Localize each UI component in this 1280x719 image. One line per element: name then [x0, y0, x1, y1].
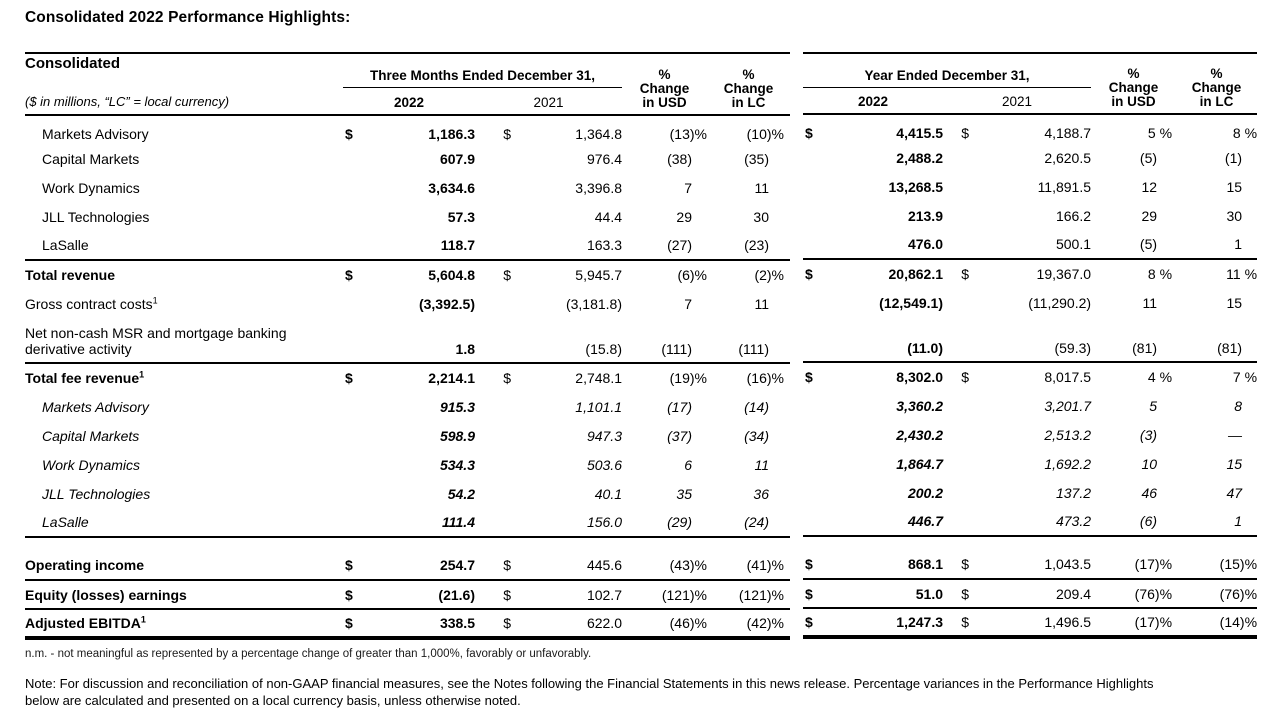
row-label: Net non-cash MSR and mortgage banking derivative activity: [25, 318, 343, 363]
pct-change-lc: 1: [1176, 230, 1257, 259]
pct-change-lc: (81): [1176, 317, 1257, 362]
currency-symbol: $: [475, 580, 515, 609]
value-2022: 915.3: [439, 398, 475, 415]
currency-symbol: [475, 231, 515, 260]
currency-symbol: [803, 391, 815, 420]
value-2021: 3,201.7: [1044, 397, 1092, 414]
pct-change-lc: (41)%: [707, 551, 790, 580]
table-row: [25, 173, 790, 202]
pct-change-usd: 46: [1141, 484, 1158, 501]
currency-symbol: $: [503, 615, 511, 631]
table-row: [803, 478, 1257, 507]
table-row: [25, 363, 790, 392]
pct-change-usd: 8 %: [1147, 266, 1173, 282]
currency-symbol: $: [503, 126, 511, 142]
row-label: Adjusted EBITDA$^1$: [25, 614, 146, 631]
pct-change-usd: 35: [676, 485, 692, 502]
pct-change-lc: (34): [744, 427, 769, 444]
pct-change-lc: 15: [1226, 294, 1243, 311]
row-label: Capital Markets: [42, 427, 140, 444]
currency-symbol: [803, 172, 815, 201]
pct-change-usd: 7: [684, 295, 692, 312]
table-row: [25, 450, 790, 479]
currency-symbol: $: [805, 125, 813, 141]
pct-change-lc-header: % Change in LC: [1176, 53, 1257, 114]
row-label: Operating income: [25, 551, 343, 580]
table-row: [803, 507, 1257, 536]
pct-change-usd: (121)%: [622, 580, 707, 609]
currency-symbol: [475, 202, 515, 231]
pct-change-lc: 11 %: [1226, 266, 1258, 282]
currency-symbol: $: [943, 579, 973, 608]
pct-change-lc: (10)%: [746, 126, 784, 142]
pct-change-usd: (6)%: [677, 267, 707, 283]
pct-change-lc: (23): [707, 231, 790, 260]
currency-symbol: [475, 479, 515, 508]
three-months-tbody: [25, 115, 790, 638]
year-2022-header: 2022: [803, 87, 943, 114]
nm-footnote: n.m. - not meaningful as represented by a percentage change of greater than 1,000%, favorably or unfavorably.: [25, 648, 592, 660]
value-2021: (15.8): [515, 318, 622, 363]
table-row: [25, 551, 790, 580]
pct-change-usd: (6): [1091, 507, 1176, 536]
currency-symbol: [343, 144, 355, 173]
table-row: [803, 420, 1257, 449]
pct-change-usd: (37): [667, 427, 692, 444]
pct-change-usd-header: % Change in USD: [622, 53, 707, 115]
currency-symbol: [475, 289, 515, 318]
currency-symbol: [343, 289, 355, 318]
value-2022: 3,634.6: [428, 179, 475, 196]
period-header-year-ended: Year Ended December 31,: [803, 53, 1091, 87]
gaap-note: Note: For discussion and reconciliation of non-GAAP financial measures, see the Notes following the Financial Statements in this news release. Percentage variances in the Performance Highlights below are calculated and presented on a local currency basis, unless otherwise noted.: [25, 676, 1154, 708]
currency-symbol: [475, 173, 515, 202]
pct-change-usd: (3): [1139, 426, 1158, 443]
table-row: [25, 144, 790, 173]
value-2021: 503.6: [586, 456, 622, 473]
pct-change-usd: 5 %: [1147, 125, 1173, 141]
pct-change-lc: (14): [744, 398, 769, 415]
currency-symbol: [803, 288, 815, 317]
value-2021: 102.7: [515, 580, 622, 609]
currency-symbol: $: [343, 551, 355, 580]
table-row: [25, 479, 790, 508]
row-label: Equity (losses) earnings: [25, 580, 343, 609]
currency-symbol: [803, 143, 815, 172]
table-year-ended: [803, 52, 1257, 639]
pct-change-usd: (46)%: [669, 615, 707, 631]
currency-symbol: $: [805, 369, 813, 385]
row-label: Total revenue: [25, 267, 115, 283]
pct-change-lc: 1: [1176, 507, 1257, 536]
pct-change-usd: (17): [667, 398, 692, 415]
value-2021: 622.0: [586, 615, 622, 631]
currency-symbol: [343, 318, 355, 363]
pct-change-usd: (38): [667, 150, 692, 167]
currency-symbol: [943, 317, 973, 362]
value-2021: 11,891.5: [1037, 178, 1092, 195]
pct-change-usd: (5): [1091, 230, 1176, 259]
value-2021: 2,748.1: [575, 370, 622, 386]
row-label: Markets Advisory: [42, 126, 149, 142]
value-2021: 1,043.5: [973, 550, 1091, 579]
pct-change-usd: 12: [1141, 178, 1158, 195]
currency-symbol: [803, 449, 815, 478]
table-row: [803, 449, 1257, 478]
currency-symbol: $: [961, 125, 969, 141]
value-2021: 976.4: [586, 150, 622, 167]
pct-change-usd: (17)%: [1091, 550, 1176, 579]
value-2022: 598.9: [439, 427, 475, 444]
year-tbody: [803, 114, 1257, 637]
period-header-three-months: Three Months Ended December 31,: [343, 53, 622, 88]
pct-change-usd: (17)%: [1134, 614, 1173, 630]
spacer-cell: [25, 537, 790, 551]
row-label: Gross contract costs$^1$: [25, 294, 158, 312]
value-2021: 5,945.7: [575, 267, 622, 283]
pct-change-lc: (111): [707, 318, 790, 363]
value-2022: 200.2: [907, 484, 943, 501]
value-2021: 1,364.8: [575, 126, 622, 142]
table-row: [25, 580, 790, 609]
row-label: JLL Technologies: [42, 485, 151, 502]
pct-change-lc: 30: [753, 208, 769, 225]
value-2022: 2,214.1: [428, 370, 475, 386]
currency-symbol: $: [805, 266, 813, 282]
pct-change-lc: (14)%: [1219, 614, 1258, 630]
currency-symbol: $: [803, 579, 815, 608]
value-2022: 2,488.2: [896, 149, 943, 166]
currency-symbol: [343, 508, 355, 537]
pct-change-usd: (111): [622, 318, 707, 363]
currency-symbol: [475, 392, 515, 421]
pct-change-lc: (35): [744, 150, 769, 167]
currency-symbol: [343, 421, 355, 450]
table-row: [803, 143, 1257, 172]
table-row: [25, 202, 790, 231]
currency-symbol: [943, 420, 973, 449]
value-2022: 868.1: [815, 550, 943, 579]
value-2022: 1.8: [355, 318, 475, 363]
table-row: [25, 508, 790, 537]
pct-change-usd-header: % Change in USD: [1091, 53, 1176, 114]
value-2021: (59.3): [973, 317, 1091, 362]
currency-symbol: [475, 144, 515, 173]
value-2022: 1,247.3: [896, 614, 943, 630]
pct-change-lc: 11: [754, 456, 769, 473]
pct-change-lc: (24): [707, 508, 790, 537]
table-row: [25, 421, 790, 450]
value-2021: 2,513.2: [1044, 426, 1092, 443]
pct-change-lc: (76)%: [1176, 579, 1257, 608]
currency-symbol: $: [343, 580, 355, 609]
currency-symbol: [943, 478, 973, 507]
currency-symbol: $: [345, 267, 353, 283]
value-2022: 51.0: [815, 579, 943, 608]
row-label: LaSalle: [25, 231, 343, 260]
value-2022: 476.0: [815, 230, 943, 259]
currency-symbol: [803, 230, 815, 259]
value-2022: 111.4: [355, 508, 475, 537]
table-row: [25, 537, 790, 551]
pct-change-usd: (81): [1091, 317, 1176, 362]
table-row: [803, 114, 1257, 143]
row-label: Work Dynamics: [42, 179, 140, 196]
value-2022: 3,360.2: [896, 397, 943, 414]
currency-symbol: [343, 450, 355, 479]
currency-symbol: [803, 478, 815, 507]
currency-symbol: $: [345, 615, 353, 631]
value-2021: 166.2: [1055, 207, 1092, 224]
currency-symbol: [343, 173, 355, 202]
value-2021: 947.3: [586, 427, 622, 444]
table-row: [25, 115, 790, 144]
value-2022: 118.7: [355, 231, 475, 260]
pct-change-usd: (5): [1139, 149, 1158, 166]
pct-change-lc: 30: [1226, 207, 1243, 224]
pct-change-usd: (19)%: [669, 370, 707, 386]
table-row: [25, 318, 790, 363]
value-2021: 473.2: [973, 507, 1091, 536]
table-row: [803, 230, 1257, 259]
currency-symbol: $: [961, 369, 969, 385]
pct-change-lc: 11: [754, 179, 769, 196]
value-2021: 8,017.5: [1044, 369, 1092, 385]
currency-symbol: $: [961, 266, 969, 282]
currency-symbol: [343, 392, 355, 421]
value-2022: (12,549.1): [879, 294, 943, 311]
value-2022: 254.7: [355, 551, 475, 580]
table-row: [803, 362, 1257, 391]
value-2022: (11.0): [815, 317, 943, 362]
pct-change-usd: 29: [676, 208, 692, 225]
value-2022: 2,430.2: [896, 426, 943, 443]
currency-symbol: $: [345, 126, 353, 142]
pct-change-usd: (43)%: [622, 551, 707, 580]
currency-symbol: [803, 420, 815, 449]
currency-symbol: [803, 507, 815, 536]
year-2021-header: 2021: [943, 87, 1091, 114]
pct-change-usd: 10: [1141, 455, 1158, 472]
table-three-months: [25, 52, 790, 640]
value-2022: 534.3: [439, 456, 475, 473]
currency-symbol: [343, 479, 355, 508]
currency-symbol: $: [803, 550, 815, 579]
currency-symbol: $: [805, 614, 813, 630]
pct-change-lc: —: [1228, 426, 1243, 443]
value-2021: 1,496.5: [1044, 614, 1092, 630]
currency-symbol: [475, 450, 515, 479]
table-row: [25, 231, 790, 260]
pct-change-usd: 7: [684, 179, 692, 196]
table-row: [803, 201, 1257, 230]
value-2021: 2,620.5: [1044, 149, 1092, 166]
currency-symbol: [343, 231, 355, 260]
table-row: [25, 260, 790, 289]
value-2022: 4,415.5: [896, 125, 943, 141]
table-row: [803, 550, 1257, 579]
value-2022: 5,604.8: [428, 267, 475, 283]
value-2021: 209.4: [973, 579, 1091, 608]
pct-change-usd: 5: [1149, 397, 1158, 414]
currency-symbol: $: [475, 551, 515, 580]
pct-change-usd: (76)%: [1091, 579, 1176, 608]
row-label: Capital Markets: [42, 150, 140, 167]
table-row: [25, 392, 790, 421]
value-2022: 54.2: [447, 485, 475, 502]
value-2022: (3,392.5): [418, 295, 475, 312]
currency-symbol: [943, 288, 973, 317]
pct-change-lc-header: % Change in LC: [707, 53, 790, 115]
currency-symbol: [943, 201, 973, 230]
pct-change-usd: 29: [1141, 207, 1158, 224]
pct-change-lc: 11: [754, 295, 769, 312]
value-2021: 44.4: [594, 208, 622, 225]
table-row: [25, 609, 790, 638]
year-2021-header: 2021: [475, 88, 622, 115]
value-2022: 57.3: [447, 208, 475, 225]
value-2021: 137.2: [1055, 484, 1092, 501]
value-2022: 607.9: [439, 150, 475, 167]
row-label: Markets Advisory: [42, 398, 149, 415]
pct-change-lc: 15: [1226, 178, 1243, 195]
page-title: Consolidated 2022 Performance Highlights:: [25, 9, 351, 26]
currency-symbol: [943, 449, 973, 478]
currency-symbol: [343, 202, 355, 231]
pct-change-usd: 4 %: [1147, 369, 1173, 385]
table-row: [803, 317, 1257, 362]
currency-symbol: $: [961, 614, 969, 630]
currency-symbol: [943, 391, 973, 420]
value-2021: 40.1: [594, 485, 622, 502]
row-label: Work Dynamics: [42, 456, 141, 473]
value-2021: 3,396.8: [575, 179, 622, 196]
spacer-cell: [803, 536, 1257, 550]
currency-symbol: $: [345, 370, 353, 386]
pct-change-lc: (1): [1224, 149, 1243, 166]
value-2021: 445.6: [515, 551, 622, 580]
value-2021: 1,692.2: [1044, 455, 1092, 472]
pct-change-usd: 11: [1142, 294, 1158, 311]
pct-change-lc: 8 %: [1232, 125, 1258, 141]
table-row: [803, 172, 1257, 201]
row-label: Total fee revenue$^1$: [25, 369, 145, 386]
pct-change-lc: (15)%: [1176, 550, 1257, 579]
pct-change-usd: (27): [622, 231, 707, 260]
value-2021: 19,367.0: [1036, 266, 1092, 282]
value-2021: (11,290.2): [1028, 294, 1092, 311]
value-2022: (21.6): [355, 580, 475, 609]
pct-change-lc: 8: [1234, 397, 1243, 414]
pct-change-lc: 47: [1226, 484, 1243, 501]
currency-symbol: [475, 318, 515, 363]
table-row: [803, 391, 1257, 420]
table-row: [803, 259, 1257, 288]
value-2021: 1,101.1: [575, 398, 622, 415]
value-2022: 20,862.1: [888, 266, 943, 282]
currency-symbol: [943, 230, 973, 259]
pct-change-usd: 6: [684, 456, 692, 473]
currency-symbol: [943, 143, 973, 172]
currency-symbol: [943, 172, 973, 201]
row-label: LaSalle: [25, 508, 343, 537]
pct-change-lc: 36: [753, 485, 769, 502]
pct-change-lc: 15: [1226, 455, 1243, 472]
pct-change-usd: (13)%: [669, 126, 707, 142]
year-2022-header: 2022: [343, 88, 475, 115]
currency-symbol: [803, 201, 815, 230]
value-2022: 1,186.3: [428, 126, 475, 142]
pct-change-usd: (29): [622, 508, 707, 537]
value-2021: 163.3: [515, 231, 622, 260]
value-2022: 446.7: [815, 507, 943, 536]
value-2022: 213.9: [907, 207, 943, 224]
currency-symbol: [943, 507, 973, 536]
value-2021: 156.0: [515, 508, 622, 537]
pct-change-lc: 7 %: [1232, 369, 1258, 385]
corner-header: [25, 53, 343, 115]
currency-symbol: [475, 508, 515, 537]
table-row: [803, 536, 1257, 550]
pct-change-lc: (121)%: [707, 580, 790, 609]
value-2021: 4,188.7: [1044, 125, 1092, 141]
value-2022: 13,268.5: [888, 178, 943, 195]
value-2022: 1,864.7: [896, 455, 943, 472]
currency-symbol: $: [503, 370, 511, 386]
value-2022: 338.5: [439, 615, 475, 631]
table-row: [803, 608, 1257, 637]
table-row: [803, 579, 1257, 608]
currency-symbol: [475, 421, 515, 450]
performance-highlights-table: [25, 52, 1258, 640]
pct-change-lc: (2)%: [754, 267, 784, 283]
value-2021: 500.1: [973, 230, 1091, 259]
currency-symbol: [803, 317, 815, 362]
row-label: JLL Technologies: [42, 208, 150, 225]
value-2022: 8,302.0: [896, 369, 943, 385]
value-2021: (3,181.8): [565, 295, 622, 312]
pct-change-lc: (42)%: [746, 615, 784, 631]
corner-subtitle: ($ in millions, “LC” = local currency): [25, 94, 230, 109]
corner-title: Consolidated: [25, 55, 121, 72]
table-row: [803, 288, 1257, 317]
currency-symbol: $: [943, 550, 973, 579]
table-row: [25, 289, 790, 318]
pct-change-lc: (16)%: [746, 370, 784, 386]
currency-symbol: $: [503, 267, 511, 283]
